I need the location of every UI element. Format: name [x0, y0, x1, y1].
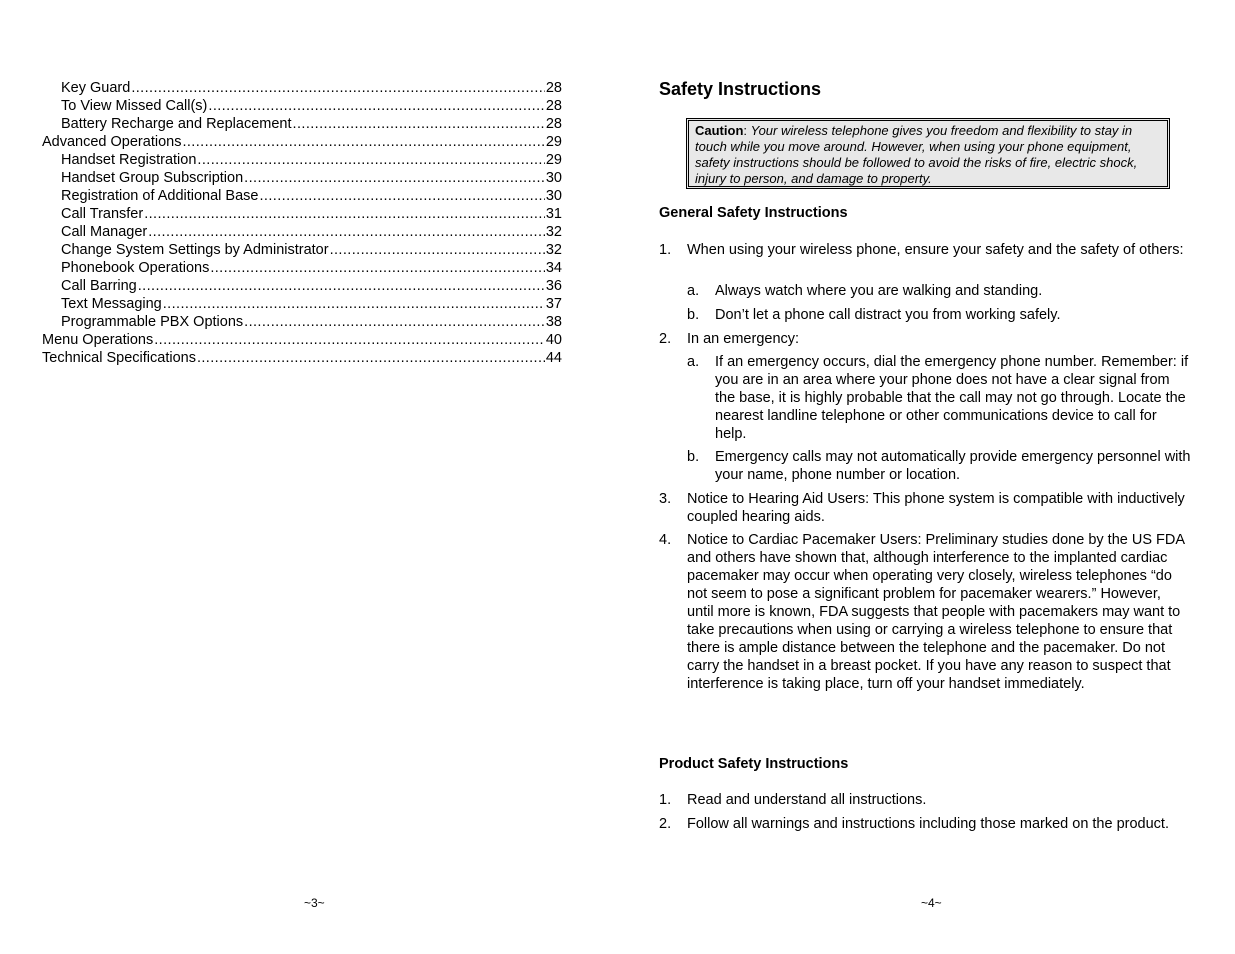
- toc-leader: [197, 349, 545, 367]
- toc-page: 28: [545, 80, 562, 96]
- toc-label: Programmable PBX Options: [61, 314, 244, 330]
- toc-leader: [163, 295, 545, 313]
- toc-label: Handset Group Subscription: [61, 170, 244, 186]
- item-text: Notice to Cardiac Pacemaker Users: Preliminary studies done by the US FDA and others have shown that, although interference to the implanted cardiac pacemaker may occur when operating very closely, wireless telephones “do not seem to pose a significant problem for pacemaker wearers.” However, until more is known, FDA suggests that people with pacemakers may want to take precautions when using or carrying a wireless telephone to ensure that there is ample distance between the telephone and the pacemaker. Do not carry the handset in a breast pocket. If you have any reason to suspect that interference is taking place, turn off your handset immediately.: [687, 532, 1185, 692]
- toc-leader: [144, 205, 545, 223]
- toc-page: 38: [545, 314, 562, 330]
- toc-leader: [293, 115, 545, 133]
- toc-leader: [197, 151, 544, 169]
- toc-label: Menu Operations: [42, 332, 154, 348]
- toc-entry[interactable]: [42, 313, 562, 331]
- toc-entry[interactable]: [42, 133, 562, 151]
- toc-leader: [330, 241, 545, 259]
- caution-box: Caution: Your wireless telephone gives you freedom and flexibility to stay in touch while you move around. However, when using your phone equipment, safety instructions should be followed to avoid the risks of fire, electric shock, injury to person, and damage to property.: [686, 118, 1170, 189]
- caution-text: Your wireless telephone gives you freedom and flexibility to stay in touch while you move around. However, when using your phone equipment, safety instructions should be followed to avoid the risks of fire, electric shock, injury to person, and damage to property.: [695, 123, 1138, 186]
- toc-page: 30: [545, 188, 562, 204]
- item-text: In an emergency:: [687, 331, 800, 347]
- toc-page: 30: [545, 170, 562, 186]
- item-text: Notice to Hearing Aid Users: This phone system is compatible with inductively coupled hearing aids.: [687, 491, 1185, 525]
- toc-entry[interactable]: [42, 97, 562, 115]
- toc-label: Call Barring: [61, 278, 137, 294]
- toc-label: Key Guard: [61, 80, 131, 96]
- toc-label: Call Transfer: [61, 206, 144, 222]
- toc-entry[interactable]: [42, 169, 562, 187]
- item-number: a.: [687, 354, 700, 370]
- toc-page: 34: [545, 260, 562, 276]
- list-item: [687, 306, 1191, 324]
- toc-page: 44: [545, 350, 562, 366]
- list-item: [659, 241, 1191, 259]
- list-item: [687, 353, 1191, 443]
- toc-leader: [148, 223, 545, 241]
- toc-label: Battery Recharge and Replacement: [61, 116, 292, 132]
- toc-label: To View Missed Call(s): [61, 98, 208, 114]
- toc-leader: [244, 169, 545, 187]
- item-text: Emergency calls may not automatically provide emergency personnel with your name, phone number or location.: [715, 449, 1191, 483]
- page-number-right: ~4~: [921, 896, 942, 910]
- toc-entry[interactable]: [42, 151, 562, 169]
- toc-label: Technical Specifications: [42, 350, 196, 366]
- toc-entry[interactable]: [42, 349, 562, 367]
- item-number: 1.: [659, 792, 672, 808]
- list-item: [659, 490, 1191, 526]
- toc-leader: [182, 133, 544, 151]
- toc-entry[interactable]: [42, 331, 562, 349]
- toc-entry[interactable]: [42, 241, 562, 259]
- table-of-contents: [42, 79, 562, 367]
- item-text: Follow all warnings and instructions including those marked on the product.: [687, 816, 1169, 832]
- toc-entry[interactable]: [42, 277, 562, 295]
- toc-page: 29: [545, 152, 562, 168]
- toc-label: Phonebook Operations: [61, 260, 210, 276]
- list-item: [659, 330, 1191, 348]
- caution-label: Caution: [695, 123, 744, 138]
- list-item: [687, 282, 1191, 300]
- toc-entry[interactable]: [42, 79, 562, 97]
- item-number: a.: [687, 283, 700, 299]
- toc-page: 31: [545, 206, 562, 222]
- item-number: b.: [687, 449, 700, 465]
- toc-label: Change System Settings by Administrator: [61, 242, 329, 258]
- toc-leader: [154, 331, 545, 349]
- item-text: If an emergency occurs, dial the emergency phone number. Remember: if you are in an area where your phone does not have a clear signal from the base, it is highly probable that the call may not go through. Locate the nearest landline telephone or other communications device to call for help.: [715, 354, 1189, 442]
- toc-entry[interactable]: [42, 259, 562, 277]
- item-number: 4.: [659, 532, 672, 548]
- toc-page: 28: [545, 116, 562, 132]
- list-item: [687, 448, 1191, 484]
- item-number: b.: [687, 307, 700, 323]
- toc-page: 28: [545, 98, 562, 114]
- toc-leader: [131, 79, 545, 97]
- toc-entry[interactable]: [42, 205, 562, 223]
- toc-leader: [244, 313, 545, 331]
- toc-entry[interactable]: [42, 187, 562, 205]
- toc-label: Handset Registration: [61, 152, 197, 168]
- toc-label: Text Messaging: [61, 296, 162, 312]
- page-title: Safety Instructions: [659, 79, 822, 99]
- item-number: 2.: [659, 331, 672, 347]
- toc-leader: [210, 259, 545, 277]
- toc-entry[interactable]: [42, 115, 562, 133]
- page-number-left: ~3~: [304, 896, 325, 910]
- product-safety-heading: Product Safety Instructions: [659, 756, 849, 772]
- toc-label: Call Manager: [61, 224, 148, 240]
- item-number: 2.: [659, 816, 672, 832]
- item-number: 1.: [659, 242, 672, 258]
- toc-leader: [138, 277, 545, 295]
- toc-leader: [208, 97, 544, 115]
- toc-entry[interactable]: [42, 295, 562, 313]
- toc-label: Advanced Operations: [42, 134, 182, 150]
- item-number: 3.: [659, 491, 672, 507]
- toc-page: 32: [545, 242, 562, 258]
- toc-leader: [260, 187, 545, 205]
- list-item: [659, 791, 1191, 809]
- item-text: Always watch where you are walking and standing.: [715, 283, 1043, 299]
- general-safety-heading: General Safety Instructions: [659, 205, 848, 221]
- list-item: [659, 815, 1191, 833]
- list-item: [659, 531, 1191, 693]
- toc-page: 32: [545, 224, 562, 240]
- toc-page: 37: [545, 296, 562, 312]
- toc-page: 36: [545, 278, 562, 294]
- toc-label: Registration of Additional Base: [61, 188, 259, 204]
- item-text: When using your wireless phone, ensure your safety and the safety of others:: [687, 242, 1184, 258]
- item-text: Don’t let a phone call distract you from working safely.: [715, 307, 1061, 323]
- toc-entry[interactable]: [42, 223, 562, 241]
- toc-page: 40: [545, 332, 562, 348]
- toc-page: 29: [545, 134, 562, 150]
- item-text: Read and understand all instructions.: [687, 792, 927, 808]
